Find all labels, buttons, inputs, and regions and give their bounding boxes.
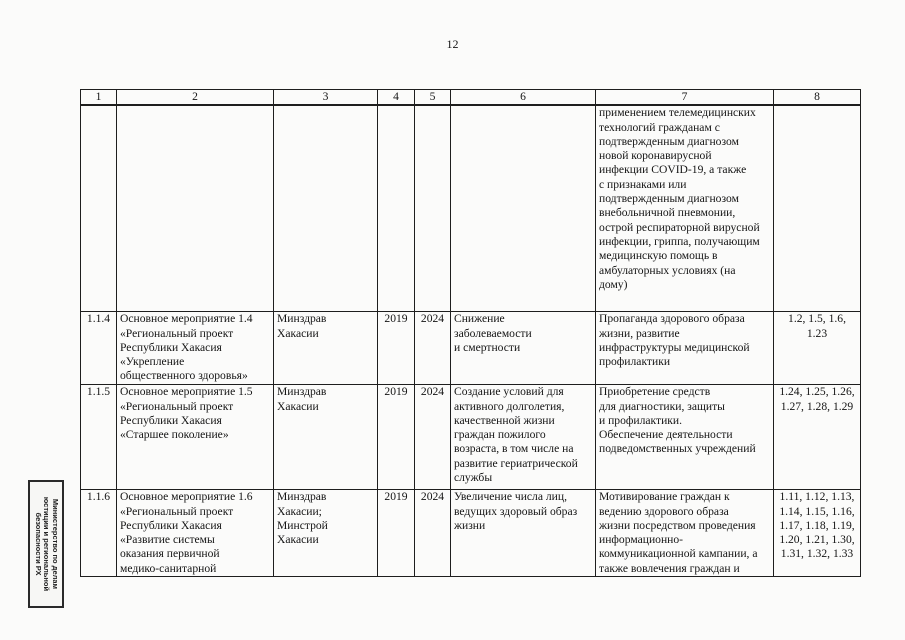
expected-result-cell (451, 312, 596, 385)
activity-name-cell (117, 312, 274, 385)
end-year-cell: 2024 (415, 490, 451, 577)
start-year-cell: 2019 (378, 385, 415, 490)
expected-result-cell (451, 105, 596, 312)
column-header: 5 (415, 90, 451, 106)
activity-name-cell (117, 385, 274, 490)
indicators-cell (774, 312, 861, 385)
page-number: 12 (446, 37, 459, 51)
cell-text-line: 1.24, 1.25, 1.26, (779, 385, 855, 399)
cell-text-line: технологий гражданам с (599, 120, 720, 134)
cell-text-line: с признаками или (599, 177, 687, 191)
stamp-line: юстиции и региональной (42, 496, 52, 592)
cell-text-line: Республики Хакасия (120, 518, 222, 532)
cell-text-line: «Региональный проект (120, 399, 234, 413)
cell-text-line: подтвержденным диагнозом (599, 134, 739, 148)
main-directions-cell (596, 105, 774, 312)
main-directions-cell (596, 385, 774, 490)
cell-text-line: Минздрав (277, 312, 327, 326)
cell-text-line: жизни посредством проведения (599, 518, 756, 532)
column-header: 1 (81, 90, 117, 106)
cell-text-line: амбулаторных условиях (на (599, 263, 736, 277)
table-row (81, 385, 861, 490)
cell-text-line: инфекции, гриппа, получающим (599, 234, 760, 248)
activity-code-cell: 1.1.4 (81, 312, 117, 385)
cell-text-line: подведомственных учреждений (599, 442, 756, 456)
cell-text-line: медицинскую помощь в (599, 249, 718, 263)
cell-text-line: Хакасии (277, 533, 319, 547)
column-header: 8 (774, 90, 861, 106)
activity-code-cell (81, 105, 117, 312)
cell-text-line: для диагностики, защиты (599, 399, 725, 413)
cell-text-line: общественного здоровья» (120, 369, 248, 383)
cell-text-line: новой коронавирусной (599, 149, 712, 163)
registration-stamp (28, 480, 64, 608)
cell-text-line: ведущих здоровый образ (454, 504, 578, 518)
cell-text-line: острой респираторной вирусной (599, 220, 760, 234)
cell-text-line: граждан пожилого (454, 428, 546, 442)
column-header: 3 (274, 90, 378, 106)
cell-text-line: оказания первичной (120, 547, 220, 561)
column-header: 7 (596, 90, 774, 106)
cell-text-line: Республики Хакасия (120, 413, 222, 427)
activity-code-cell: 1.1.6 (81, 490, 117, 577)
indicators-cell (774, 490, 861, 577)
cell-text-line: инфекции COVID-19, а также (599, 163, 747, 177)
cell-text-line: Хакасии (277, 399, 319, 413)
executor-cell (274, 385, 378, 490)
cell-text-line: Основное мероприятие 1.5 (120, 385, 253, 399)
main-directions-cell (596, 312, 774, 385)
activities-table (80, 89, 861, 577)
cell-text-line: 1.11, 1.12, 1.13, (779, 490, 855, 504)
expected-result-cell (451, 385, 596, 490)
cell-text-line: профилактики (599, 355, 671, 369)
cell-text-line: заболеваемости (454, 326, 532, 340)
table-row (81, 312, 861, 385)
activity-name-cell (117, 490, 274, 577)
executor-cell (274, 105, 378, 312)
executor-cell (274, 490, 378, 577)
start-year-cell: 2019 (378, 312, 415, 385)
table-row (81, 490, 861, 577)
column-header: 2 (117, 90, 274, 106)
activity-name-cell (117, 105, 274, 312)
cell-text-line: информационно- (599, 533, 684, 547)
end-year-cell: 2024 (415, 385, 451, 490)
cell-text-line: Минстрой (277, 518, 328, 532)
cell-text-line: Хакасии (277, 326, 319, 340)
cell-text-line: подтвержденным диагнозом (599, 192, 739, 206)
cell-text-line: «Региональный проект (120, 326, 234, 340)
cell-text-line: Хакасии; (277, 504, 322, 518)
cell-text-line: Основное мероприятие 1.4 (120, 312, 253, 326)
cell-text-line: «Развитие системы (120, 533, 215, 547)
main-directions-cell (596, 490, 774, 577)
cell-text-line: «Региональный проект (120, 504, 234, 518)
cell-text-line: жизни, развитие (599, 326, 680, 340)
activity-code-cell: 1.1.5 (81, 385, 117, 490)
cell-text-line: жизни (454, 518, 486, 532)
end-year-cell (415, 105, 451, 312)
cell-text-line: внебольничной пневмонии, (599, 206, 736, 220)
cell-text-line: Минздрав (277, 490, 327, 504)
cell-text-line: Основное мероприятие 1.6 (120, 490, 253, 504)
cell-text-line: возраста, в том числе на (454, 442, 574, 456)
indicators-cell (774, 105, 861, 312)
stamp-text (33, 484, 59, 604)
cell-text-line: Минздрав (277, 385, 327, 399)
stamp-line: Министерство по делам (50, 498, 60, 590)
cell-text-line: и профилактики. (599, 413, 683, 427)
cell-text-line: медико-санитарной (120, 561, 217, 575)
cell-text-line: Республики Хакасия (120, 340, 222, 354)
cell-text-line: инфраструктуры медицинской (599, 340, 750, 354)
cell-text-line: 1.20, 1.21, 1.30, (779, 533, 855, 547)
cell-text-line: ведению здорового образа (599, 504, 729, 518)
cell-text-line: и смертности (454, 340, 521, 354)
cell-text-line: Снижение (454, 312, 505, 326)
cell-text-line: Приобретение средств (599, 385, 711, 399)
cell-text-line: также вовлечения граждан и (599, 561, 740, 575)
stamp-line: безопасности РХ (33, 512, 43, 576)
cell-text-line: Пропаганда здорового образа (599, 312, 745, 326)
cell-text-line: службы (454, 471, 493, 485)
cell-text-line: коммуникационной кампании, а (599, 547, 758, 561)
cell-text-line: 1.17, 1.18, 1.19, (779, 518, 855, 532)
cell-text-line: 1.31, 1.32, 1.33 (780, 547, 854, 561)
cell-text-line: 1.2, 1.5, 1.6, (788, 312, 846, 326)
cell-text-line: 1.23 (806, 326, 828, 340)
expected-result-cell (451, 490, 596, 577)
cell-text-line: Мотивирование граждан к (599, 490, 730, 504)
cell-text-line: 1.27, 1.28, 1.29 (780, 399, 854, 413)
table-header-row (81, 90, 861, 106)
end-year-cell: 2024 (415, 312, 451, 385)
start-year-cell: 2019 (378, 490, 415, 577)
cell-text-line: активного долголетия, (454, 399, 565, 413)
cell-text-line: «Укрепление (120, 355, 185, 369)
cell-text-line: 1.14, 1.15, 1.16, (779, 504, 855, 518)
indicators-cell (774, 385, 861, 490)
executor-cell (274, 312, 378, 385)
cell-text-line: Увеличение числа лиц, (454, 490, 567, 504)
cell-text-line: «Старшее поколение» (120, 428, 229, 442)
cell-text-line: дому) (599, 277, 628, 291)
cell-text-line: Создание условий для (454, 385, 564, 399)
cell-text-line: качественной жизни (454, 413, 555, 427)
column-header: 4 (378, 90, 415, 106)
column-header: 6 (451, 90, 596, 106)
cell-text-line: развитие гериатрической (454, 456, 578, 470)
cell-text-line: Обеспечение деятельности (599, 428, 733, 442)
cell-text-line: применением телемедицинских (599, 106, 756, 120)
start-year-cell (378, 105, 415, 312)
table-row (81, 105, 861, 312)
